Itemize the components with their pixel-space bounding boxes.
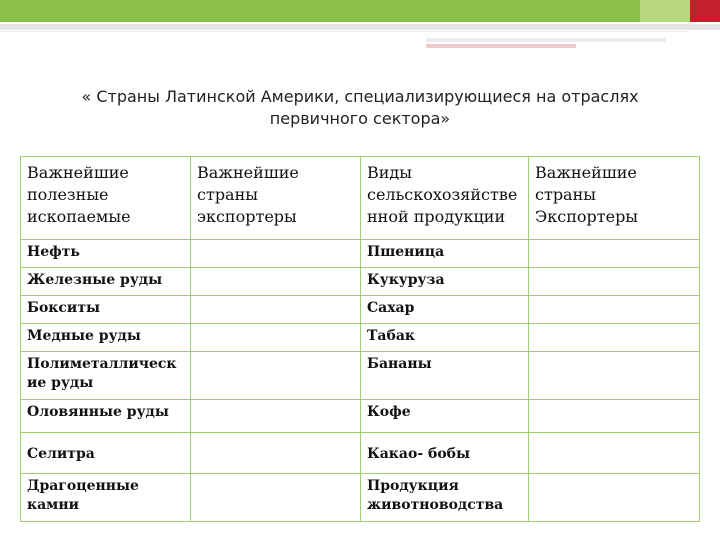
- cell-product: Пшеница: [361, 240, 529, 268]
- header-line-thin: [0, 31, 688, 32]
- header-line: [0, 24, 720, 30]
- cell-mineral: Нефть: [21, 240, 191, 268]
- cell-exporters-2: [529, 324, 700, 352]
- cell-exporters: [191, 268, 361, 296]
- table-row: [21, 240, 700, 268]
- header-stripe-light-green: [640, 0, 690, 22]
- cell-exporters-2: [529, 474, 700, 522]
- cell-exporters-2: [529, 268, 700, 296]
- cell-mineral: Полиметаллическ ие руды: [21, 352, 191, 400]
- table-row: [21, 474, 700, 522]
- table-row: [21, 324, 700, 352]
- cell-exporters-2: [529, 400, 700, 433]
- table-row: [21, 268, 700, 296]
- header-cell-exporters-2: Важнейшие страны Экспортеры: [529, 157, 700, 240]
- table-header-row: [21, 157, 700, 240]
- cell-mineral: Медные руды: [21, 324, 191, 352]
- header-stripe-green: [0, 0, 640, 22]
- cell-exporters: [191, 433, 361, 474]
- cell-exporters-2: [529, 240, 700, 268]
- table-row: [21, 352, 700, 400]
- cell-exporters: [191, 240, 361, 268]
- cell-product: Бананы: [361, 352, 529, 400]
- cell-exporters: [191, 296, 361, 324]
- header-cell-exporters: Важнейшие страны экспортеры: [191, 157, 361, 240]
- cell-exporters: [191, 474, 361, 522]
- cell-mineral: Драгоценные камни: [21, 474, 191, 522]
- cell-exporters: [191, 400, 361, 433]
- cell-product: Табак: [361, 324, 529, 352]
- cell-exporters: [191, 352, 361, 400]
- cell-product: Кукуруза: [361, 268, 529, 296]
- header-stripe-red: [690, 0, 720, 22]
- cell-product: Сахар: [361, 296, 529, 324]
- table-row: [21, 433, 700, 474]
- cell-exporters-2: [529, 433, 700, 474]
- cell-mineral: Селитра: [21, 433, 191, 474]
- cell-product: Какао- бобы: [361, 433, 529, 474]
- table-row: [21, 296, 700, 324]
- decorative-header-bar: [0, 0, 720, 50]
- cell-exporters-2: [529, 296, 700, 324]
- cell-product: Кофе: [361, 400, 529, 433]
- table-row: [21, 400, 700, 433]
- header-line-light: [426, 38, 666, 42]
- header-cell-agri-products: Виды сельскохозяйстве нной продукции: [361, 157, 529, 240]
- page-title: « Страны Латинской Америки, специализирующиеся на отраслях первичного сектора»: [81, 87, 639, 128]
- cell-exporters: [191, 324, 361, 352]
- header-cell-minerals: Важнейшие полезные ископаемые: [21, 157, 191, 240]
- data-table: [20, 156, 700, 522]
- cell-mineral: Оловянные руды: [21, 400, 191, 433]
- header-line-pink: [426, 44, 576, 48]
- cell-exporters-2: [529, 352, 700, 400]
- cell-mineral: Бокситы: [21, 296, 191, 324]
- cell-product: Продукция животноводства: [361, 474, 529, 522]
- cell-mineral: Железные руды: [21, 268, 191, 296]
